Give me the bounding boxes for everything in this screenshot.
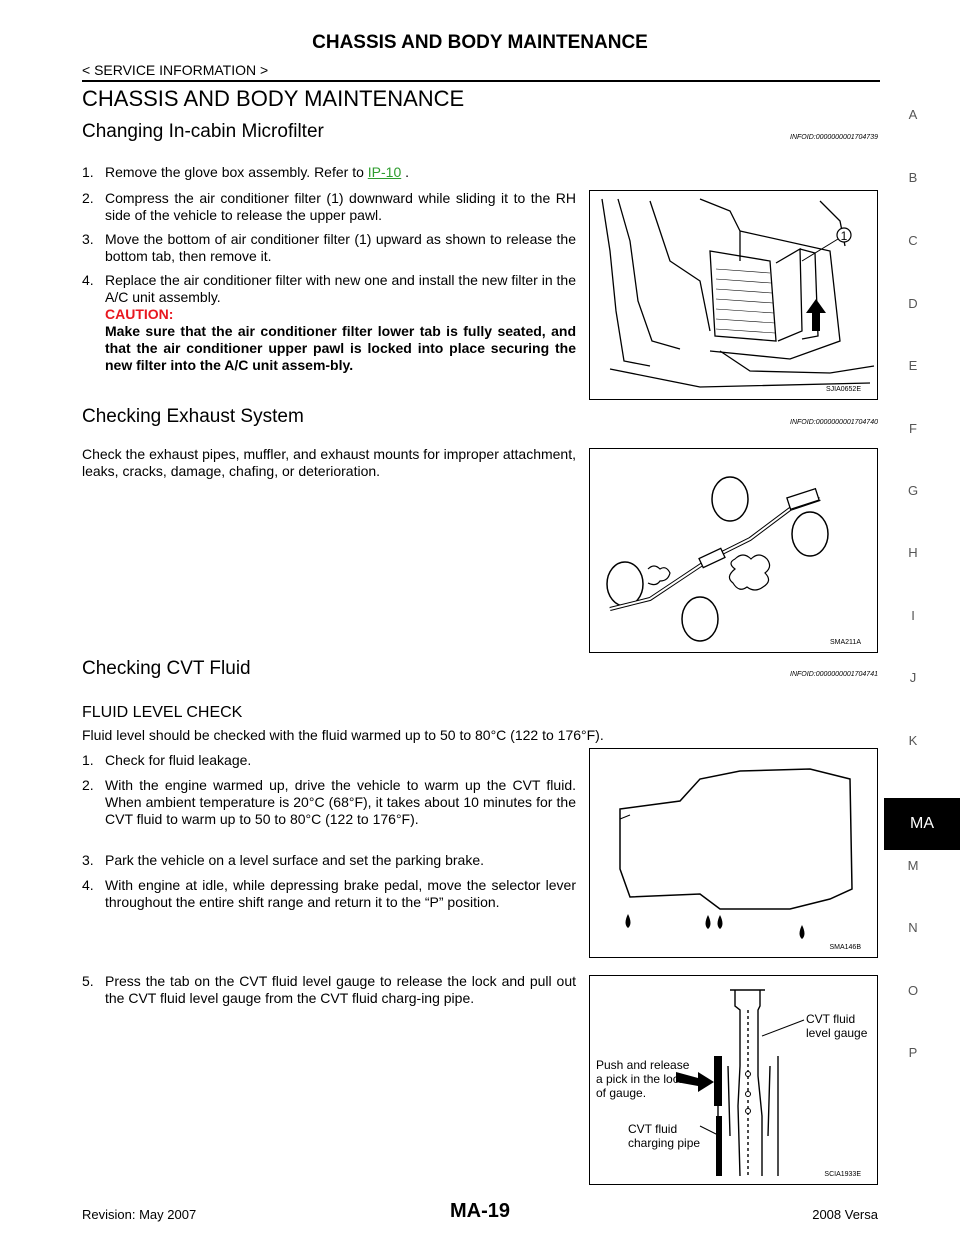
page-title: CHASSIS AND BODY MAINTENANCE xyxy=(82,86,465,111)
sidebar-tab-n[interactable]: N xyxy=(908,920,918,935)
cvt-step-2 xyxy=(82,777,576,828)
microfilter-step-1 xyxy=(82,164,576,181)
section-heading-exhaust: Checking Exhaust System xyxy=(82,406,304,427)
step-text: Press the tab on the CVT fluid level gauge to release the lock and pull out the CVT fluid level gauge from the CVT fluid charg-ing pipe. xyxy=(105,973,576,1006)
page-number: MA-19 xyxy=(449,1200,510,1222)
label-line: charging pipe xyxy=(628,1136,701,1150)
label-line: of gauge. xyxy=(596,1086,647,1100)
sidebar-tab-c[interactable]: C xyxy=(908,233,918,248)
header-rule xyxy=(82,80,880,82)
step-text: Replace the air conditioner filter with new one and install the new filter in the A/C unit assembly. xyxy=(105,272,576,305)
cvt-case-illustration xyxy=(590,749,877,957)
exhaust-illustration xyxy=(590,449,877,652)
label-line: level gauge xyxy=(806,1026,868,1040)
infoid-cvt: INFOID:0000000001704741 xyxy=(790,671,878,678)
step-text: With engine at idle, while depressing brake pedal, move the selector lever throughout the entire shift range and return it to the “P” position. xyxy=(105,877,576,910)
sidebar-tab-j[interactable]: J xyxy=(909,670,917,685)
sidebar-tab-g[interactable]: G xyxy=(907,483,919,498)
step-text: Compress the air conditioner filter (1) downward while sliding it to the RH side of the vehicle to release the upper pawl. xyxy=(105,190,576,223)
step-number: 2. xyxy=(82,190,94,206)
figure-cvt-gauge xyxy=(589,975,878,1185)
step-suffix: . xyxy=(401,164,410,180)
footer-model: 2008 Versa xyxy=(812,1207,878,1222)
figure-code: SCIA1933E xyxy=(824,1171,861,1178)
page-header-title: CHASSIS AND BODY MAINTENANCE xyxy=(312,32,648,53)
microfilter-step-4 xyxy=(82,272,576,374)
sidebar-tab-o[interactable]: O xyxy=(907,983,919,998)
sidebar-tab-a[interactable]: A xyxy=(908,107,918,122)
microfilter-illustration xyxy=(590,191,877,399)
sidebar-tab-k[interactable]: K xyxy=(908,733,918,748)
step-text: Move the bottom of air conditioner filter (1) upward as shown to release the bottom tab, then remove it. xyxy=(105,231,576,264)
step-number: 1. xyxy=(82,752,94,768)
sidebar-tab-ma-active[interactable]: MA xyxy=(884,798,960,850)
sidebar-tab-d[interactable]: D xyxy=(908,296,918,311)
sidebar-tab-i[interactable]: I xyxy=(911,608,915,623)
sidebar-tab-m[interactable]: M xyxy=(907,858,919,873)
label-push-release xyxy=(596,1058,689,1100)
cvt-intro: Fluid level should be checked with the fluid warmed up to 50 to 80°C (122 to 176°F). xyxy=(82,727,604,743)
step-number: 1. xyxy=(82,164,94,180)
caution-label: CAUTION: xyxy=(105,306,174,322)
step-number: 4. xyxy=(82,272,94,288)
cvt-step-1 xyxy=(82,752,576,769)
sidebar-tab-e[interactable]: E xyxy=(908,358,918,373)
page-header-subtitle: < SERVICE INFORMATION > xyxy=(82,62,269,78)
step-number: 5. xyxy=(82,973,94,989)
label-line: CVT fluid xyxy=(806,1012,856,1026)
section-heading-microfilter: Changing In-cabin Microfilter xyxy=(82,121,324,142)
label-cvt-fluid-level-gauge xyxy=(806,1012,867,1040)
sidebar-tab-h[interactable]: H xyxy=(908,545,918,560)
infoid-microfilter: INFOID:0000000001704739 xyxy=(790,134,878,141)
callout-1: 1 xyxy=(840,229,848,243)
label-line: CVT fluid xyxy=(628,1122,678,1136)
figure-code: SMA146B xyxy=(829,944,861,951)
cvt-step-5 xyxy=(82,973,576,1007)
sidebar-tab-b[interactable]: B xyxy=(908,170,918,185)
caution-text: Make sure that the air conditioner filter lower tab is fully seated, and that the air conditioner upper pawl is locked into place securing the new filter into the A/C unit assem-bly. xyxy=(105,323,576,373)
ip-10-link[interactable]: IP-10 xyxy=(367,164,402,180)
microfilter-step-2 xyxy=(82,190,576,224)
infoid-exhaust: INFOID:0000000001704740 xyxy=(790,419,878,426)
section-heading-cvt: Checking CVT Fluid xyxy=(82,658,251,679)
step-text: Park the vehicle on a level surface and set the parking brake. xyxy=(105,852,484,868)
figure-microfilter xyxy=(589,190,878,400)
step-number: 3. xyxy=(82,852,94,868)
exhaust-text: Check the exhaust pipes, muffler, and exhaust mounts for improper attachment, leaks, cracks, damage, chafing, or deterioration. xyxy=(82,446,576,479)
figure-exhaust xyxy=(589,448,878,653)
step-number: 2. xyxy=(82,777,94,793)
label-line: a pick in the lock xyxy=(596,1072,685,1086)
figure-code: SMA211A xyxy=(830,639,861,646)
sidebar-tab-f[interactable]: F xyxy=(909,421,917,436)
sidebar-tab-p[interactable]: P xyxy=(908,1045,918,1060)
step-number: 3. xyxy=(82,231,94,247)
cvt-step-4 xyxy=(82,877,576,911)
step-text: Check for fluid leakage. xyxy=(105,752,252,768)
figure-code: SJIA0652E xyxy=(825,386,861,393)
step-text: Remove the glove box assembly. Refer to xyxy=(105,164,368,180)
step-text: With the engine warmed up, drive the vehicle to warm up the CVT fluid. When ambient temperature is 20°C (68°F), it takes about 10 minutes for the CVT fluid to warm up to 50 to 80°C (122 to 176°F). xyxy=(105,777,576,827)
microfilter-step-3 xyxy=(82,231,576,265)
step-number: 4. xyxy=(82,877,94,893)
cvt-step-3 xyxy=(82,852,576,869)
fluid-level-check-heading: FLUID LEVEL CHECK xyxy=(82,704,243,721)
figure-cvt-leakage xyxy=(589,748,878,958)
label-cvt-charging-pipe xyxy=(628,1122,700,1150)
label-line: Push and release xyxy=(596,1058,690,1072)
footer-revision: Revision: May 2007 xyxy=(82,1207,197,1222)
